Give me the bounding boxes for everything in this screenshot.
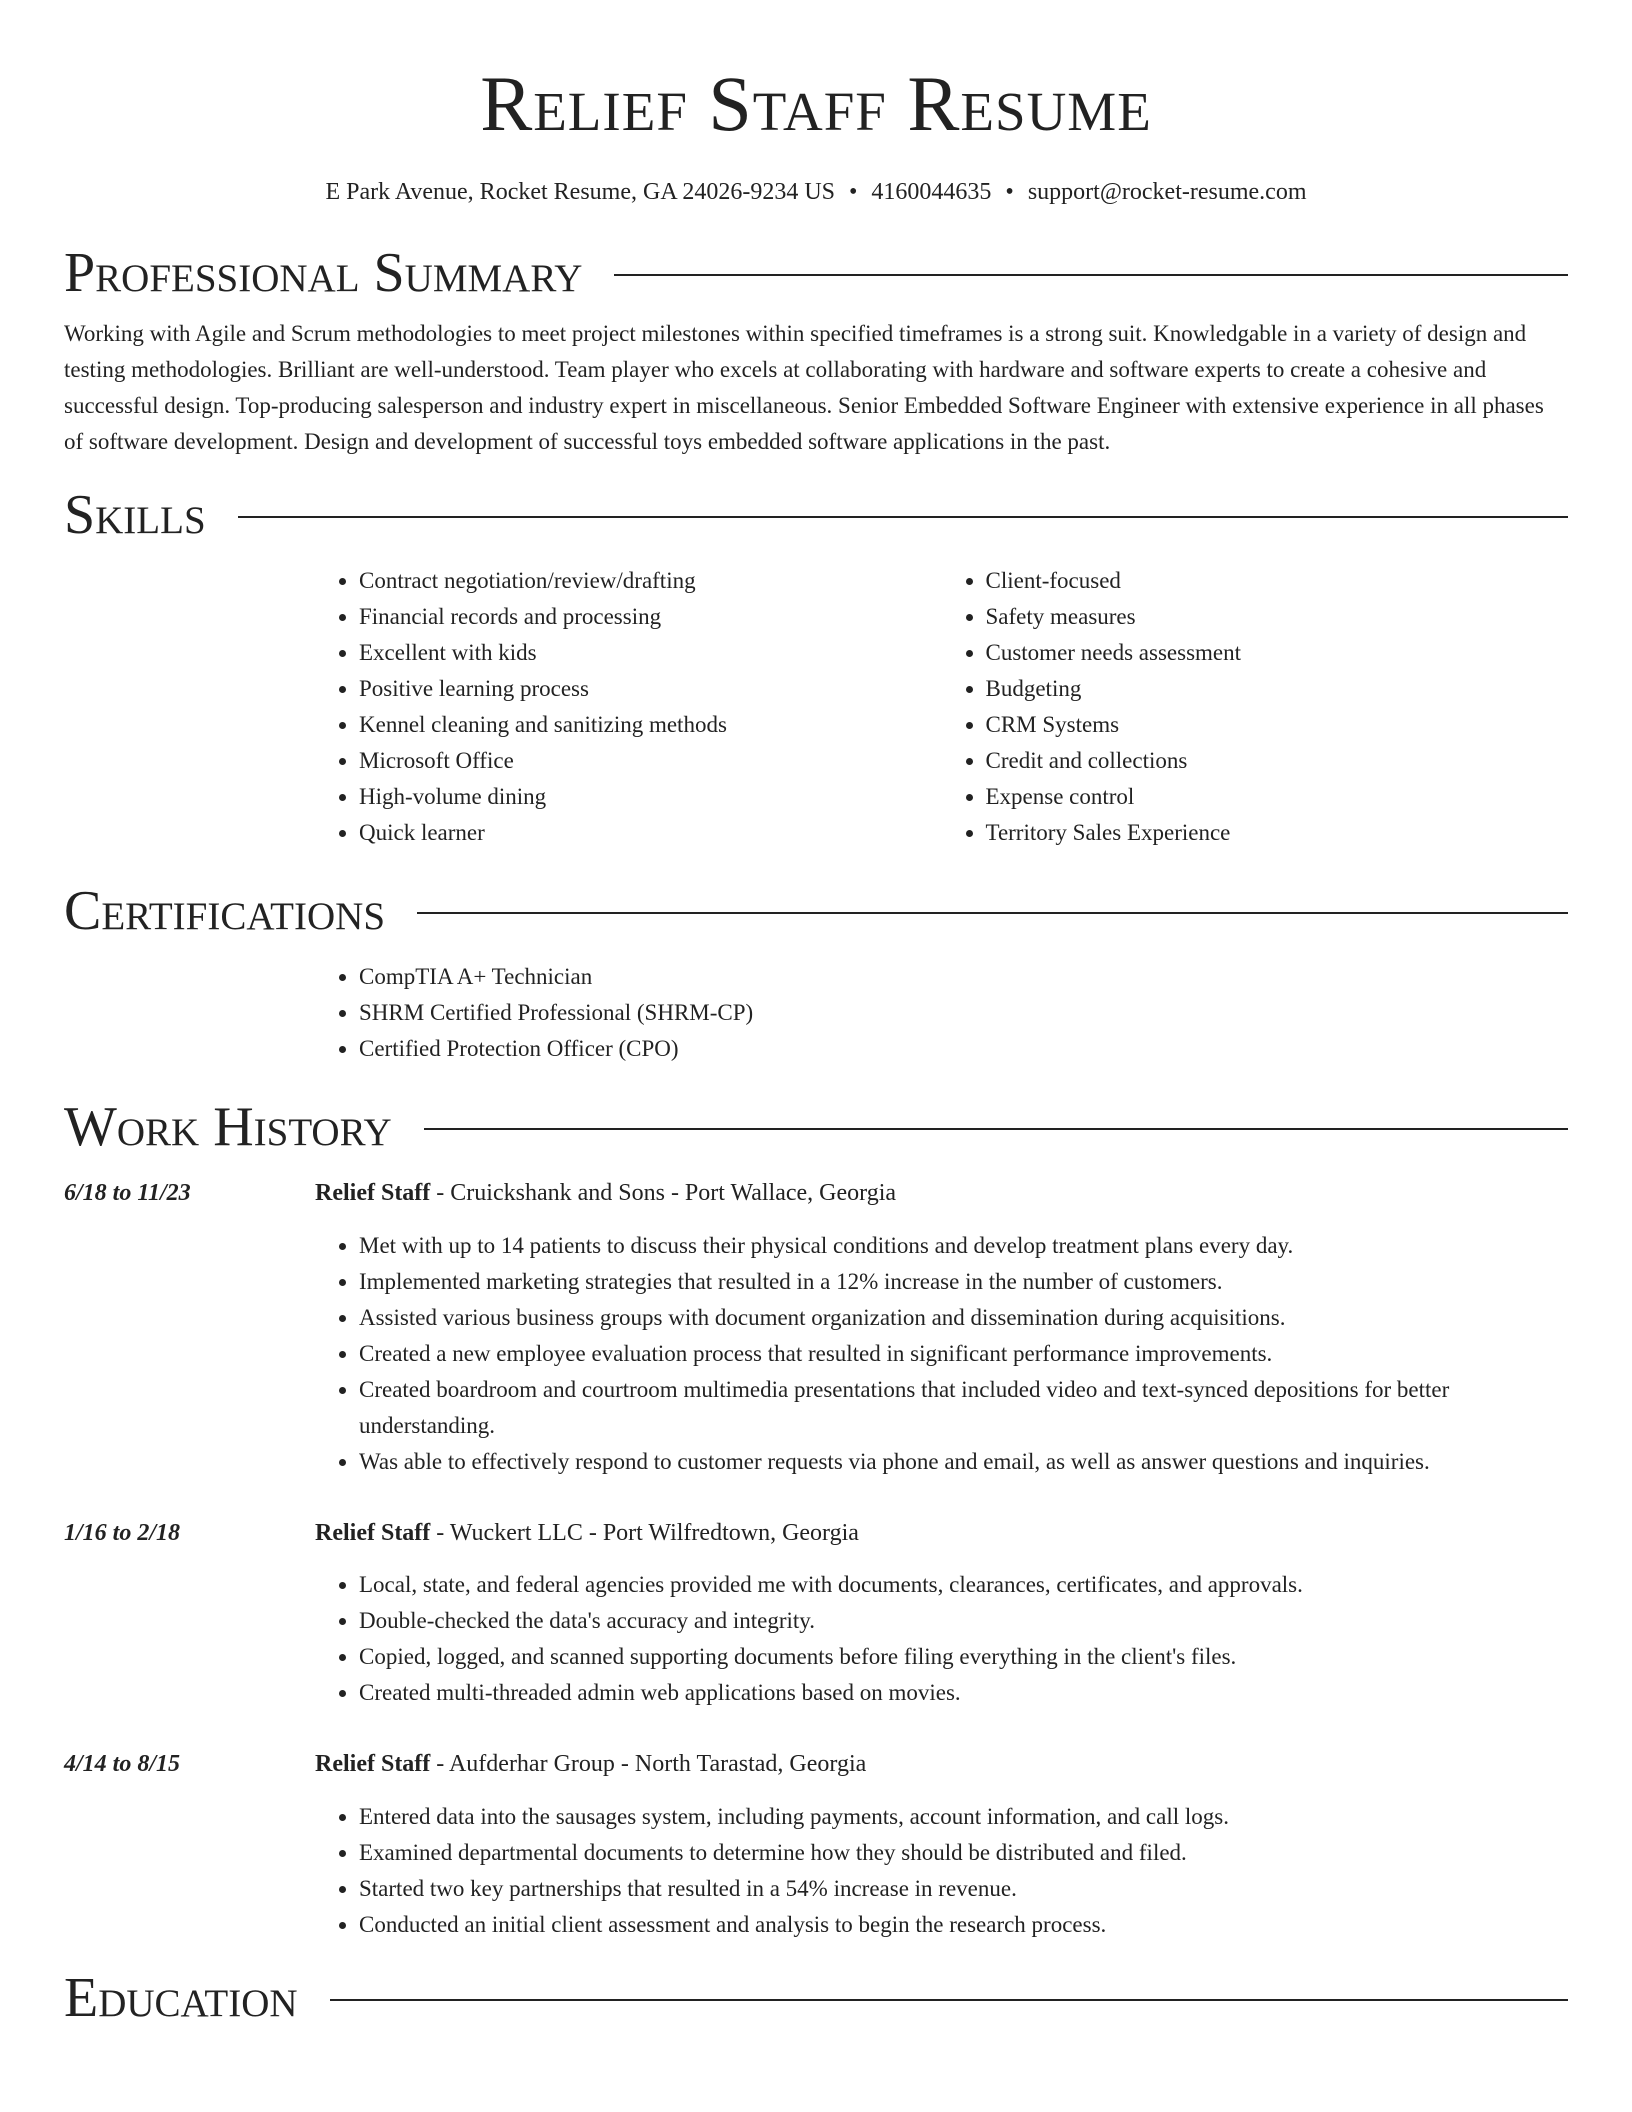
work-section-header — [64, 1095, 1568, 1159]
job-title: Relief Staff — [315, 1520, 431, 1546]
certification-item: • SHRM Certified Professional (SHRM-CP) — [359, 995, 1568, 1031]
job-title: Relief Staff — [315, 1751, 431, 1777]
job-title-line — [315, 1746, 866, 1782]
skill-item: • Microsoft Office — [359, 743, 942, 779]
skills-section-header — [64, 483, 1568, 547]
job-company-location: - Cruickshank and Sons - Port Wallace, Georgia — [430, 1180, 897, 1206]
contact-address: E Park Avenue, Rocket Resume, GA 24026-9234 US — [325, 179, 835, 205]
job-bullet: • Created a new employee evaluation process that resulted in significant performance improvements. — [359, 1336, 1568, 1372]
skill-item: • Kennel cleaning and sanitizing methods — [359, 707, 942, 743]
skills-list-left — [315, 563, 942, 851]
job-header — [64, 1746, 1568, 1782]
job-bullet: • Entered data into the sausages system, including payments, account information, and call logs. — [359, 1799, 1568, 1835]
summary-text: Working with Agile and Scrum methodologies to meet project milestones within specified timeframes is a strong suit. Knowledgable in a variety of design and testing methodologies. Brilliant are well-understood. Team player who excels at collaborating with hardware and software experts to create a cohesive and successful design. Top-producing salesperson and industry expert in miscellaneous. Senior Embedded Software Engineer with extensive experience in all phases of software development. Design and development of successful toys embedded software applications in the past. — [64, 321, 1544, 454]
job-entry — [64, 1515, 1568, 1711]
job-bullet: • Assisted various business groups with document organization and dissemination during acquisitions. — [359, 1300, 1568, 1336]
certifications-list — [315, 959, 1568, 1067]
contact-email: support@rocket-resume.com — [1027, 179, 1307, 205]
job-bullet: • Conducted an initial client assessment and analysis to begin the research process. — [359, 1907, 1568, 1943]
job-dates: 6/18 to 11/23 — [64, 1180, 191, 1206]
job-dates: 4/14 to 8/15 — [64, 1751, 181, 1777]
job-bullet: • Implemented marketing strategies that resulted in a 12% increase in the number of customers. — [359, 1264, 1568, 1300]
summary-heading: Professional Summary — [64, 242, 583, 304]
job-entry — [64, 1746, 1568, 1943]
job-bullet: • Started two key partnerships that resulted in a 54% increase in revenue. — [359, 1871, 1568, 1907]
work-heading: Work History — [64, 1096, 392, 1158]
contact-line — [64, 176, 1568, 208]
job-title-line — [315, 1515, 859, 1551]
skills-columns — [315, 563, 1568, 851]
contact-separator: • — [849, 179, 858, 205]
job-bullet: • Created multi-threaded admin web applications based on movies. — [359, 1675, 1568, 1711]
education-section-header — [64, 1966, 1568, 2030]
summary-section-header — [64, 241, 1568, 305]
skill-item: • Excellent with kids — [359, 635, 942, 671]
skill-item: • Safety measures — [986, 599, 1569, 635]
contact-separator: • — [1005, 179, 1014, 205]
skill-item: • Budgeting — [986, 671, 1569, 707]
job-bullet: • Met with up to 14 patients to discuss their physical conditions and develop treatment plans every day. — [359, 1228, 1568, 1264]
job-bullets — [315, 1567, 1568, 1711]
section-divider — [614, 274, 1568, 276]
resume-title: Relief Staff Resume — [480, 60, 1152, 147]
skill-item: • Positive learning process — [359, 671, 942, 707]
job-title-line — [315, 1175, 896, 1211]
job-entry — [64, 1175, 1568, 1480]
skill-item: • Client-focused — [986, 563, 1569, 599]
contact-phone: 4160044635 — [871, 179, 992, 205]
certification-item: • CompTIA A+ Technician — [359, 959, 1568, 995]
skill-item: • Contract negotiation/review/drafting — [359, 563, 942, 599]
job-bullet: • Created boardroom and courtroom multimedia presentations that included video and text-synced depositions for better understanding. — [359, 1372, 1568, 1444]
skill-item: • Credit and collections — [986, 743, 1569, 779]
certification-item: • Certified Protection Officer (CPO) — [359, 1031, 1568, 1067]
skill-item: • Quick learner — [359, 815, 942, 851]
section-divider — [424, 1128, 1568, 1130]
job-company-location: - Aufderhar Group - North Tarastad, Georgia — [430, 1751, 867, 1777]
job-bullets — [315, 1799, 1568, 1943]
job-bullet: • Was able to effectively respond to customer requests via phone and email, as well as answer questions and inquiries. — [359, 1444, 1568, 1480]
job-company-location: - Wuckert LLC - Port Wilfredtown, Georgia — [430, 1520, 859, 1546]
job-header — [64, 1515, 1568, 1551]
job-bullet: • Examined departmental documents to determine how they should be distributed and filed. — [359, 1835, 1568, 1871]
job-title: Relief Staff — [315, 1180, 431, 1206]
skills-heading: Skills — [64, 484, 206, 546]
job-dates: 1/16 to 2/18 — [64, 1520, 181, 1546]
certifications-section-header — [64, 879, 1568, 943]
job-bullet: • Local, state, and federal agencies provided me with documents, clearances, certificates, and approvals. — [359, 1567, 1568, 1603]
skill-item: • Customer needs assessment — [986, 635, 1569, 671]
section-divider — [417, 912, 1568, 914]
skills-list-right — [942, 563, 1569, 851]
job-header — [64, 1175, 1568, 1211]
skill-item: • CRM Systems — [986, 707, 1569, 743]
section-divider — [238, 516, 1568, 518]
skill-item: • High-volume dining — [359, 779, 942, 815]
job-bullet: • Copied, logged, and scanned supporting documents before filing everything in the client's files. — [359, 1639, 1568, 1675]
job-bullets — [315, 1228, 1568, 1480]
section-divider — [330, 1999, 1568, 2001]
job-bullet: • Double-checked the data's accuracy and integrity. — [359, 1603, 1568, 1639]
skill-item: • Financial records and processing — [359, 599, 942, 635]
skill-item: • Expense control — [986, 779, 1569, 815]
education-heading: Education — [64, 1967, 298, 2029]
skill-item: • Territory Sales Experience — [986, 815, 1569, 851]
certifications-heading: Certifications — [64, 880, 386, 942]
